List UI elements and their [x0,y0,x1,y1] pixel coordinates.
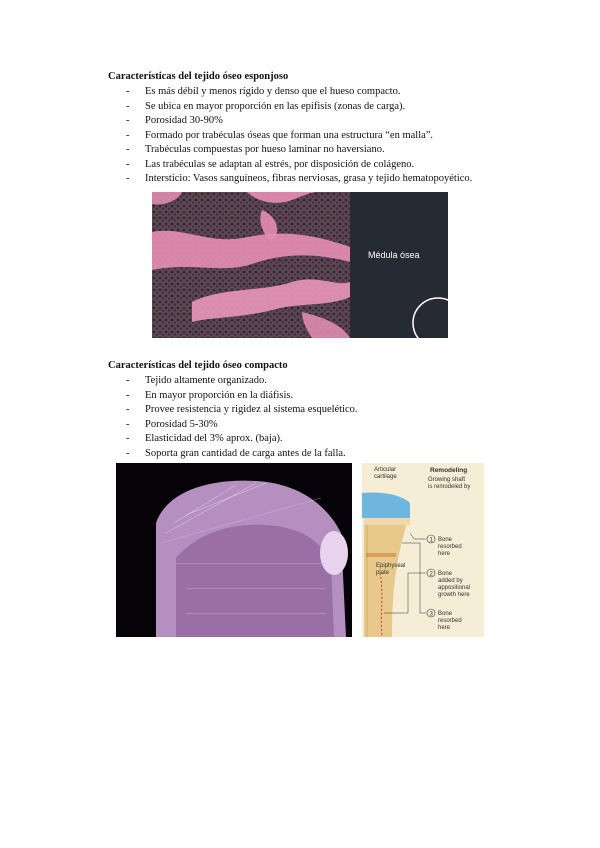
step-label: Bone [438,537,453,543]
dash-marker: - [126,418,130,430]
list-item [126,129,472,144]
dash-marker: - [126,86,130,97]
list-item-text: Intersticio: Vasos sanguíneos, fibras nerviosas, grasa y tejido hematopoyético. [145,173,473,184]
list-item [126,403,358,418]
diaphysis-area [176,525,334,637]
list-item [126,418,358,433]
list-item-text: Porosidad 5-30% [145,418,218,430]
histology-illustration [116,463,352,637]
list-item-text: Tejido altamente organizado. [145,375,267,386]
dash-marker: - [126,447,130,459]
compact-list [126,374,358,461]
step-label: resorbed [438,544,462,550]
step-number: 3 [429,611,433,618]
list-item-text: Trabéculas compuestas por hueso laminar no haversiano. [145,144,385,155]
micrograph-illustration [152,192,448,338]
list-item-text: Las trabéculas se adaptan al estrés, por disposición de colágeno. [145,158,415,170]
dash-marker: - [126,404,130,415]
articular-label: Articular [374,467,397,473]
list-item [126,374,358,389]
caption-panel [350,192,448,338]
compact-heading: Características del tejido óseo compacto [108,360,288,371]
dash-marker: - [126,158,130,170]
remodeling-title: Remodeling [430,467,468,474]
dash-marker: - [126,144,130,155]
step-label: appositional [438,585,471,591]
step-label: growth here [438,592,470,598]
step-label: Bone [438,571,453,577]
list-item [126,114,472,129]
dash-marker: - [126,173,130,184]
list-item [126,158,472,173]
dash-marker: - [126,375,130,386]
step-number: 2 [429,571,433,578]
epiphyseal-label: Epiphyseal [376,563,406,569]
dash-marker: - [126,115,130,126]
remodeling-subtitle: is remodeled by [428,484,471,490]
dash-marker: - [126,100,130,112]
compact-bone-histology [116,463,352,637]
step-label: Bone [438,611,453,617]
list-item-text: Provee resistencia y rigidez al sistema esquelético. [145,404,358,415]
list-item [126,100,472,115]
list-item-text: Se ubica en mayor proporción en las epífisis (zonas de carga). [145,100,406,112]
remodeling-illustration [362,463,484,637]
list-item-text: Formado por trabéculas óseas que forman una estructura “en malla”. [145,129,434,141]
step-label: added by [438,578,463,584]
list-item-text: Porosidad 30-90% [145,115,223,126]
step-label: resorbed [438,618,462,624]
list-item-text: Elasticidad del 3% aprox. (baja). [145,433,283,444]
list-item-text: Soporta gran cantidad de carga antes de la falla. [145,447,346,459]
list-item [126,447,358,462]
list-item-text: En mayor proporción en la diáfisis. [145,389,294,401]
epiphyseal-label: plate [376,570,390,576]
list-item [126,143,472,158]
list-item [126,172,472,187]
list-item [126,85,472,100]
list-item [126,389,358,404]
dash-marker: - [126,389,130,401]
marrow-caption: Médula ósea [368,250,420,260]
step-number: 1 [429,537,433,544]
step-label: here [438,625,451,631]
remodeling-diagram [362,463,484,637]
remodeling-subtitle: Growing shaft [428,477,466,483]
list-item [126,432,358,447]
dash-marker: - [126,129,130,141]
marrow-space [320,531,348,575]
spongy-heading: Características del tejido óseo esponjoso [108,71,289,82]
articular-label: cartilage [374,474,397,480]
spongy-bone-micrograph [152,192,448,338]
dash-marker: - [126,433,130,444]
step-label: here [438,551,451,557]
spongy-list [126,85,472,187]
list-item-text: Es más débil y menos rígido y denso que el hueso compacto. [145,86,401,97]
